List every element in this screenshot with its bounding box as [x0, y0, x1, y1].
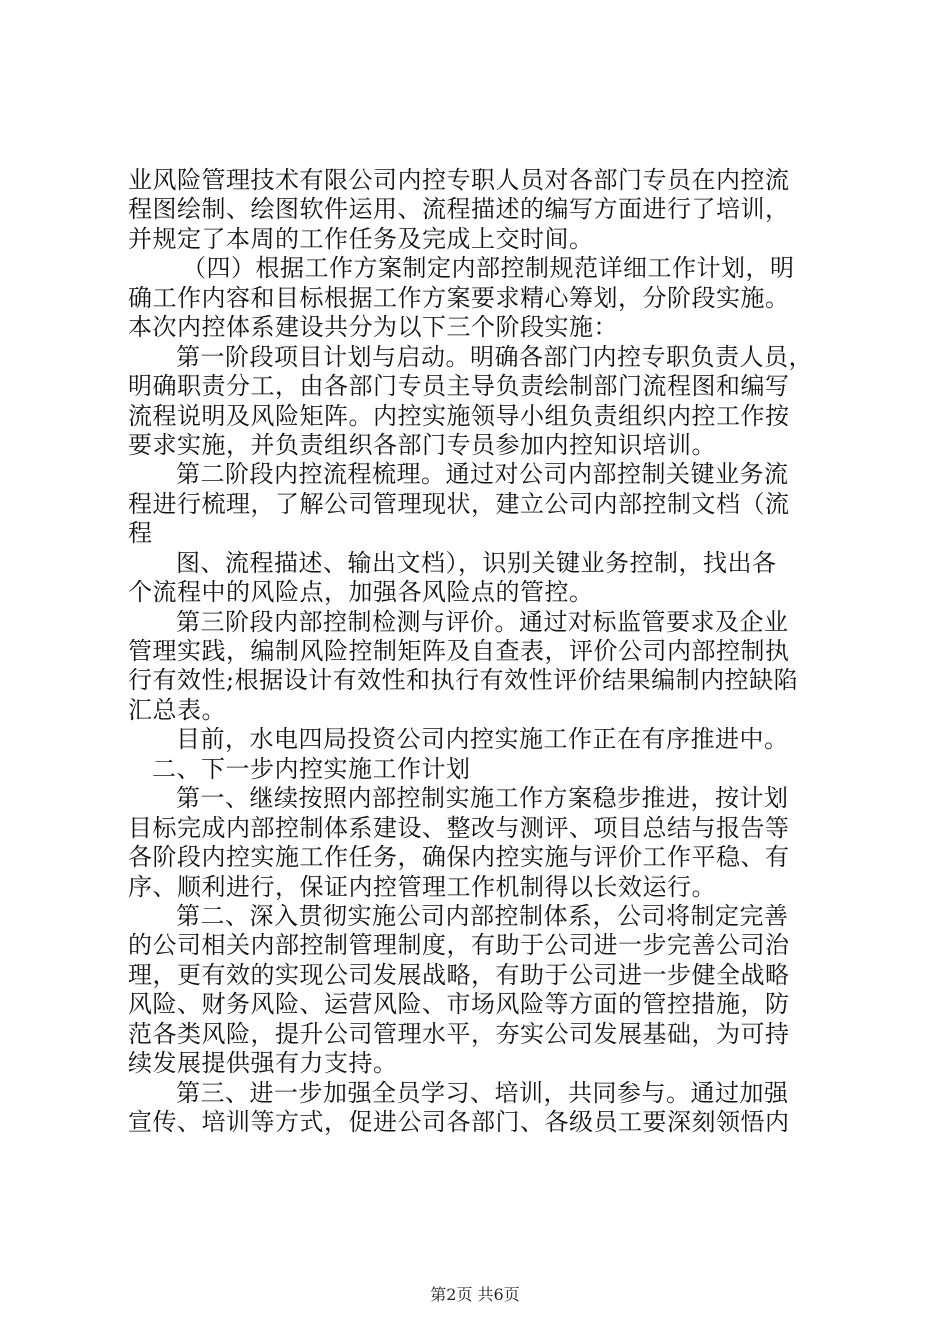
- text-line: 明确职责分工，由各部门专员主导负责绘制部门流程图和编写: [128, 372, 790, 401]
- text-line: 程进行梳理，了解公司管理现状，建立公司内部控制文档（流: [128, 489, 790, 518]
- section-heading: 二、下一步内控实施工作计划: [152, 754, 471, 783]
- text-line: 第一阶段项目计划与启动。明确各部门内控专职负责人员，: [176, 342, 813, 371]
- page-number-label: 第2页 共6页: [430, 1285, 520, 1304]
- text-line: 并规定了本周的工作任务及完成上交时间。: [128, 224, 594, 253]
- text-line: 第二阶段内控流程梳理。通过对公司内部控制关键业务流: [176, 460, 789, 489]
- text-line: 目前，水电四局投资公司内控实施工作正在有序推进中。: [176, 725, 789, 754]
- text-line: 各阶段内控实施工作任务，确保内控实施与评价工作平稳、有: [128, 843, 790, 872]
- text-line: 第一、继续按照内部控制实施工作方案稳步推进，按计划: [176, 784, 789, 813]
- text-line: 理，更有效的实现公司发展战略，有助于公司进一步健全战略: [128, 960, 790, 989]
- text-line: 续发展提供强有力支持。: [128, 1049, 398, 1078]
- text-line: 确工作内容和目标根据工作方案要求精心筹划，分阶段实施。: [128, 283, 790, 312]
- text-line: 范各类风险，提升公司管理水平，夯实公司发展基础，为可持: [128, 1019, 790, 1048]
- text-line: 图、流程描述、输出文档），识别关键业务控制，找出各: [176, 548, 777, 577]
- text-line: 的公司相关内部控制管理制度，有助于公司进一步完善公司治: [128, 931, 790, 960]
- text-line: 风险、财务风险、运营风险、市场风险等方面的管控措施，防: [128, 990, 790, 1019]
- text-line: 要求实施，并负责组织各部门专员参加内控知识培训。: [128, 430, 716, 459]
- text-line: 流程说明及风险矩阵。内控实施领导小组负责组织内控工作按: [128, 401, 790, 430]
- page-footer: [0, 1282, 950, 1305]
- text-line: 程: [128, 519, 153, 548]
- text-line: 第三阶段内部控制检测与评价。通过对标监管要求及企业: [176, 607, 789, 636]
- text-line: 程图绘制、绘图软件运用、流程描述的编写方面进行了培训，: [128, 195, 790, 224]
- text-line: 第三、进一步加强全员学习、培训，共同参与。通过加强: [176, 1078, 789, 1107]
- text-line: 目标完成内部控制体系建设、整改与测评、项目总结与报告等: [128, 813, 790, 842]
- text-line: 汇总表。: [128, 695, 226, 724]
- text-line: 序、顺利进行，保证内控管理工作机制得以长效运行。: [128, 872, 716, 901]
- text-line: 业风险管理技术有限公司内控专职人员对各部门专员在内控流: [128, 166, 790, 194]
- document-body: [128, 166, 828, 1137]
- text-line: 管理实践，编制风险控制矩阵及自查表，评价公司内部控制执: [128, 637, 790, 665]
- text-line: 宣传、培训等方式，促进公司各部门、各级员工要深刻领悟内: [128, 1108, 790, 1136]
- text-line: 个流程中的风险点，加强各风险点的管控。: [128, 578, 594, 607]
- text-line: 第二、深入贯彻实施公司内部控制体系，公司将制定完善: [176, 901, 789, 930]
- text-line: 本次内控体系建设共分为以下三个阶段实施：: [128, 313, 618, 342]
- text-line: 行有效性;根据设计有效性和执行有效性评价结果编制内控缺陷: [128, 666, 799, 695]
- text-line: （四）根据工作方案制定内部控制规范详细工作计划，明: [182, 254, 795, 283]
